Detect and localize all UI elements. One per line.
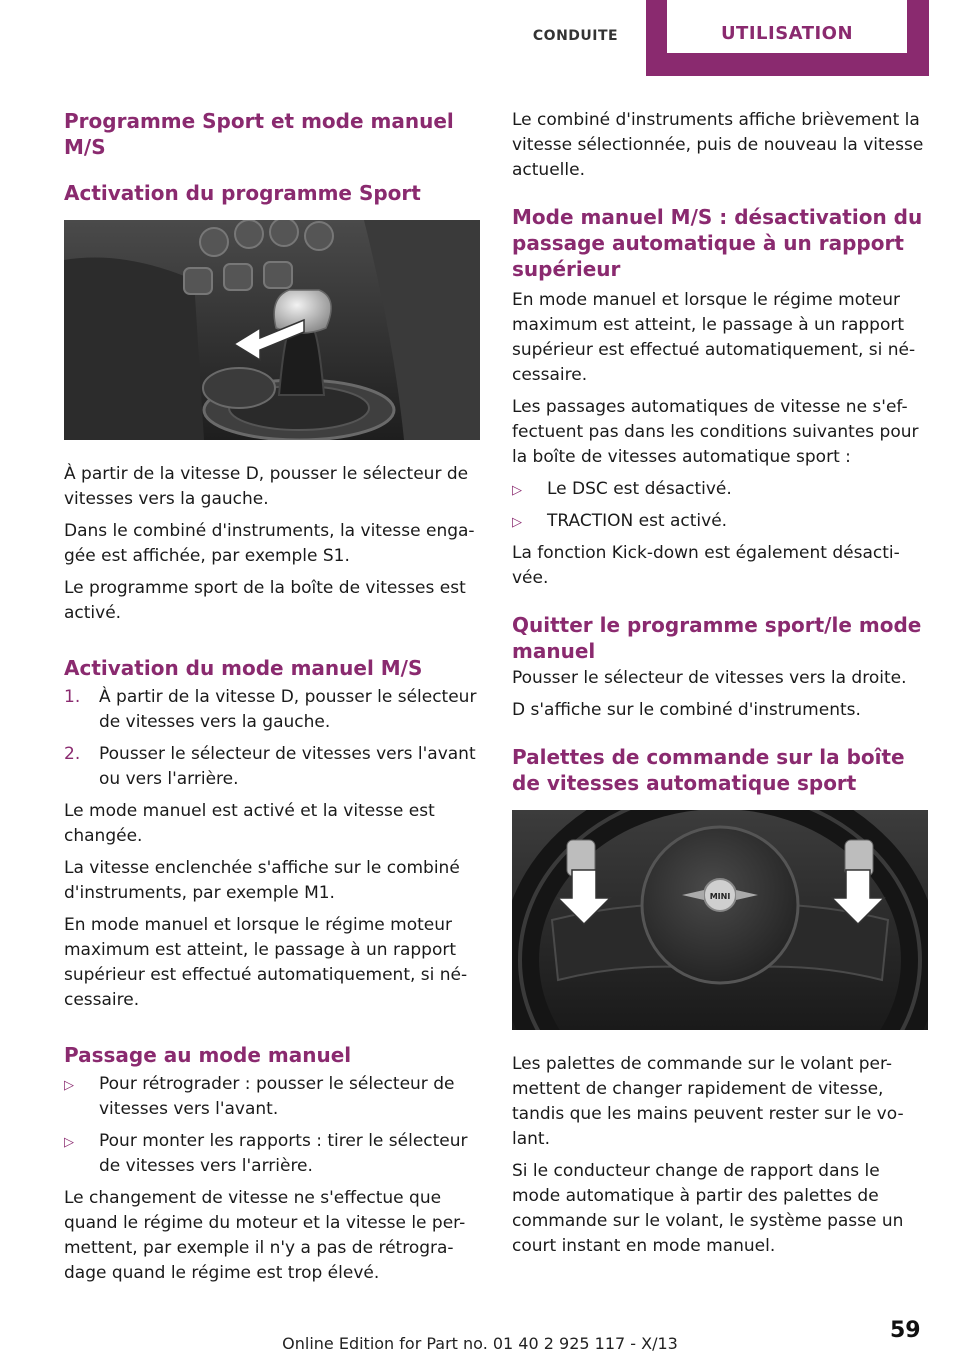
paragraph: Le changement de vitesse ne s'effectue que quand le régime du moteur et la vitesse le per-mettent, par exemple il n'y a pas de rétrogra-dage quand le régime est trop élevé.: [64, 1188, 466, 1283]
heading-quitter: Quitter le programme sport/le mode manuel: [512, 613, 922, 663]
page-header: [0, 0, 960, 80]
steering-wheel-figure: [512, 810, 928, 1030]
paragraph: Le mode manuel est activé et la vitesse est changée.: [64, 801, 435, 846]
paragraph: Les palettes de commande sur le volant per-mettent de changer rapidement de vitesse, tandis que les mains peuvent rester sur le vo-lant.: [512, 1054, 904, 1149]
paragraph: Le programme sport de la boîte de vitesses est activé.: [64, 578, 466, 623]
list-item: [512, 477, 928, 502]
step-text: À partir de la vitesse D, pousser le sélecteur de vitesses vers la gauche.: [99, 687, 477, 732]
steps-list: [64, 685, 480, 792]
heading-palettes: Palettes de commande sur la boîte de vitesses automatique sport: [512, 745, 905, 795]
heading-passage-manuel: Passage au mode manuel: [64, 1043, 352, 1067]
page-number: 59: [890, 1318, 921, 1343]
paragraph: La vitesse enclenchée s'affiche sur le combiné d'instruments, par exemple M1.: [64, 858, 460, 903]
heading-sport-manuel: Programme Sport et mode manuel M/S: [64, 109, 454, 159]
paragraph: Le combiné d'instruments affiche brièvement la vitesse sélectionnée, puis de nouveau la vitesse actuelle.: [512, 110, 924, 180]
paragraph: D s'affiche sur le combiné d'instruments.: [512, 700, 861, 720]
step-number: 2.: [64, 744, 81, 764]
right-column: [512, 108, 928, 1266]
triangle-bullet-icon: ▷: [512, 515, 522, 530]
left-column: [64, 108, 480, 1293]
bullet-text: Pour monter les rapports : tirer le sélecteur de vitesses vers l'arrière.: [99, 1131, 468, 1176]
triangle-bullet-icon: ▷: [64, 1078, 74, 1093]
paragraph: Dans le combiné d'instruments, la vitesse enga-gée est affichée, par exemple S1.: [64, 521, 475, 566]
steering-wheel-illustration: [512, 810, 928, 1030]
heading-activation-manuel: Activation du mode manuel M/S: [64, 656, 423, 680]
list-item: [512, 509, 928, 534]
paragraph: La fonction Kick-down est également désacti-vée.: [512, 543, 900, 588]
bullet-text: Le DSC est désactivé.: [547, 479, 732, 499]
bullet-list: [512, 477, 928, 534]
list-item: [64, 685, 480, 735]
gear-selector-illustration: [64, 220, 480, 440]
gear-selector-figure: [64, 220, 480, 440]
bullet-text: Pour rétrograder : pousser le sélecteur de vitesses vers l'avant.: [99, 1074, 455, 1119]
list-item: [64, 742, 480, 792]
heading-desactivation: Mode manuel M/S : désactivation du passage automatique à un rapport supérieur: [512, 205, 923, 281]
paragraph: En mode manuel et lorsque le régime moteur maximum est atteint, le passage à un rapport supérieur est effectué automatiquement, si né-cessaire.: [64, 915, 468, 1010]
triangle-bullet-icon: ▷: [512, 483, 522, 498]
mini-logo-text: MINI: [709, 892, 731, 901]
edition-footer: Online Edition for Part no. 01 40 2 925 117 - X/13: [282, 1334, 678, 1353]
paragraph: Pousser le sélecteur de vitesses vers la droite.: [512, 668, 907, 688]
paragraph: Si le conducteur change de rapport dans le mode automatique à partir des palettes de commande sur le volant, le système passe un court instant en mode manuel.: [512, 1161, 904, 1256]
step-text: Pousser le sélecteur de vitesses vers l'avant ou vers l'arrière.: [99, 744, 476, 789]
list-item: [64, 1072, 480, 1122]
paragraph: Les passages automatiques de vitesse ne s'ef-fectuent pas dans les conditions suivantes pour la boîte de vitesses automatique sport :: [512, 397, 919, 467]
bullet-text: TRACTION est activé.: [547, 511, 728, 531]
step-number: 1.: [64, 687, 81, 707]
triangle-bullet-icon: ▷: [64, 1135, 74, 1150]
section-tab-conduite: CONDUITE: [532, 28, 619, 44]
heading-activation-sport: Activation du programme Sport: [64, 181, 421, 205]
section-tab-utilisation: UTILISATION: [667, 0, 907, 53]
paragraph: À partir de la vitesse D, pousser le sélecteur de vitesses vers la gauche.: [64, 464, 469, 509]
bullet-list: [64, 1072, 480, 1179]
paragraph: En mode manuel et lorsque le régime moteur maximum est atteint, le passage à un rapport supérieur est effectué automatiquement, si né-cessaire.: [512, 290, 916, 385]
list-item: [64, 1129, 480, 1179]
